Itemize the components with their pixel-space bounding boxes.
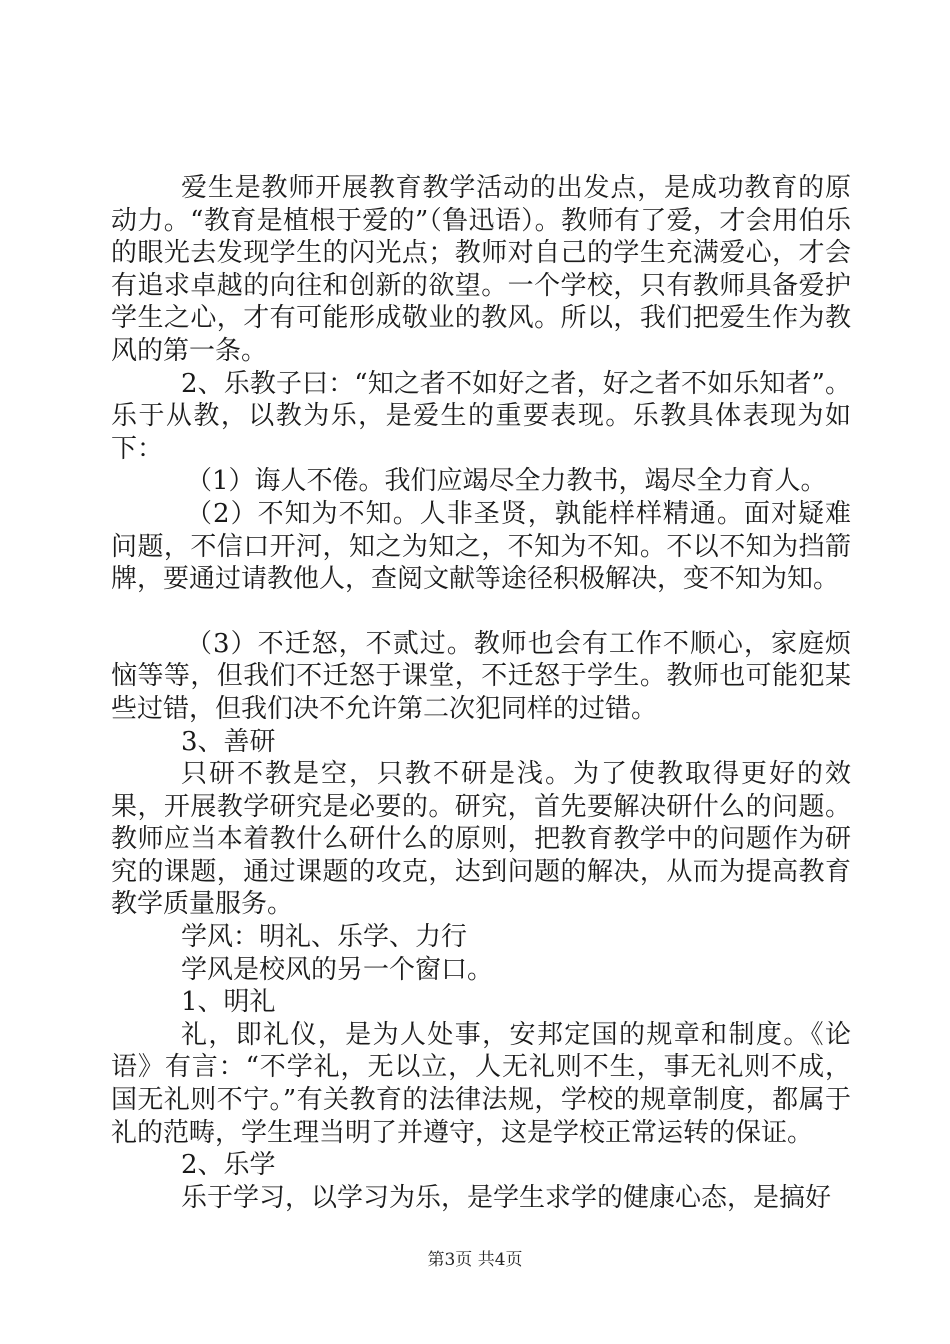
paragraph-item-3: （3）不迁怒，不贰过。教师也会有工作不顺心，家庭烦恼等等，但我们不迁怒于课堂，不迁怒于学生。教师也可能犯某些过错，但我们决不允许第二次犯同样的过错。 [111, 628, 851, 724]
heading-good-research: 3、善研 [181, 726, 276, 757]
paragraph-research: 只研不教是空，只教不研是浅。为了使教取得更好的效果，开展教学研究是必要的。研究，首先要解决研什么的问题。教师应当本着教什么研什么的原则，把教育教学中的问题作为研究的课题，通过课题的攻克，达到问题的解决，从而为提高教育教学质量服务。 [111, 759, 851, 920]
document-body [111, 172, 851, 1214]
paragraph-enjoy-teaching: 2、乐教子曰：“知之者不如好之者，好之者不如乐知者”。乐于从教，以教为乐，是爱生的重要表现。乐教具体表现为如下： [111, 368, 851, 464]
paragraph-study-style-window: 学风是校风的另一个窗口。 [181, 954, 494, 985]
paragraph-etiquette: 礼，即礼仪，是为人处事，安邦定国的规章和制度。《论语》有言：“不学礼，无以立，人无礼则不生，事无礼则不成，国无礼则不宁。”有关教育的法律法规，学校的规章制度，都属于礼的范畴，学生理当明了并遵守，这是学校正常运转的保证。 [111, 1019, 851, 1148]
paragraph-item-2: （2）不知为不知。人非圣贤，孰能样样精通。面对疑难问题，不信口开河，知之为知之，不知为不知。不以不知为挡箭牌，要通过请教他人，查阅文献等途径积极解决，变不知为知。 [111, 498, 851, 595]
paragraph-enjoy-learning: 乐于学习，以学习为乐，是学生求学的健康心态，是搞好 [181, 1182, 832, 1213]
heading-study-style: 学风：明礼、乐学、力行 [181, 922, 468, 953]
paragraph-love-students: 爱生是教师开展教育教学活动的出发点，是成功教育的原动力。“教育是植根于爱的”（鲁迅语）。教师有了爱，才会用伯乐的眼光去发现学生的闪光点；教师对自己的学生充满爱心，才会有追求卓越的向往和创新的欲望。一个学校，只有教师具备爱护学生之心，才有可能形成敬业的教风。所以，我们把爱生作为教风的第一条。 [111, 173, 851, 366]
paragraph-item-1: （1）诲人不倦。我们应竭尽全力教书，竭尽全力育人。 [186, 466, 827, 497]
page-number-footer: 第3页 共4页 [427, 1250, 523, 1270]
heading-etiquette: 1、明礼 [181, 987, 276, 1018]
paragraph-gap [111, 596, 851, 628]
heading-enjoy-learning: 2、乐学 [181, 1150, 276, 1181]
